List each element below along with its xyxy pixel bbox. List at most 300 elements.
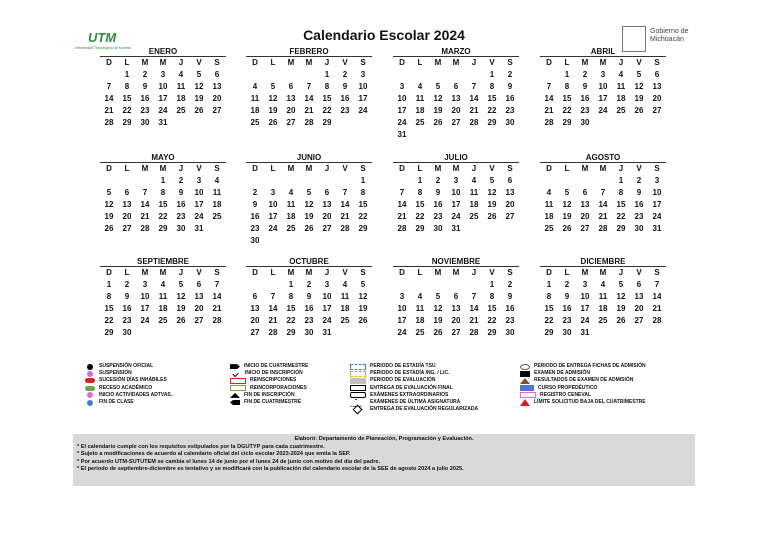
weekday-label: M bbox=[434, 58, 442, 67]
day-cell: 29 bbox=[415, 224, 425, 233]
weekday-label: S bbox=[507, 58, 513, 67]
day-cell: 28 bbox=[104, 118, 114, 127]
day-cell: 3 bbox=[453, 176, 459, 185]
day-cell: 20 bbox=[580, 212, 590, 221]
day-cell: 22 bbox=[358, 212, 368, 221]
day-cell: 22 bbox=[415, 212, 425, 221]
day-cell: 4 bbox=[214, 176, 220, 185]
day-cell: 24 bbox=[451, 212, 461, 221]
weekday-label: S bbox=[507, 164, 513, 173]
weekday-label: M bbox=[452, 164, 460, 173]
weekday-label: D bbox=[252, 58, 258, 67]
day-cell: 11 bbox=[469, 188, 479, 197]
weekday-label: S bbox=[360, 58, 366, 67]
day-cell: 1 bbox=[417, 176, 423, 185]
weekday-label: S bbox=[360, 268, 366, 277]
weekday-label: V bbox=[342, 164, 348, 173]
day-cell: 21 bbox=[544, 106, 554, 115]
day-cell: 9 bbox=[142, 82, 148, 91]
weekday-label: M bbox=[287, 268, 295, 277]
day-cell: 10 bbox=[598, 82, 608, 91]
weekday-label: J bbox=[178, 268, 184, 277]
weekday-label: M bbox=[599, 164, 607, 173]
weekday-label: L bbox=[124, 268, 130, 277]
day-cell: 25 bbox=[616, 106, 626, 115]
weekday-label: D bbox=[399, 268, 405, 277]
weekday-label: M bbox=[141, 268, 149, 277]
day-cell: 23 bbox=[634, 212, 644, 221]
day-cell: 30 bbox=[433, 224, 443, 233]
day-cell: 27 bbox=[286, 118, 296, 127]
day-cell: 14 bbox=[598, 200, 608, 209]
day-cell: 17 bbox=[598, 94, 608, 103]
empty-cell bbox=[264, 279, 282, 291]
empty-cell bbox=[246, 175, 264, 187]
day-cell: 2 bbox=[142, 70, 148, 79]
day-cell: 8 bbox=[489, 82, 495, 91]
weekday-label: M bbox=[434, 268, 442, 277]
note-line: * Por acuerdo UTM-SUTUTEM se cambia el lunes 14 de junio por el lunes 24 de junio con motivo del día del padre. bbox=[77, 458, 381, 465]
day-cell: 13 bbox=[212, 82, 222, 91]
legend-item: FIN DE CLASE bbox=[99, 398, 134, 405]
month-name: ENERO bbox=[148, 47, 178, 56]
day-cell: 5 bbox=[636, 70, 642, 79]
month-name: OCTUBRE bbox=[289, 257, 329, 266]
day-cell: 23 bbox=[580, 106, 590, 115]
day-cell: 24 bbox=[598, 106, 608, 115]
day-cell: 15 bbox=[358, 200, 368, 209]
day-cell: 21 bbox=[469, 106, 479, 115]
day-cell: 22 bbox=[487, 106, 497, 115]
day-cell: 6 bbox=[453, 292, 459, 301]
day-cell: 24 bbox=[358, 106, 368, 115]
month-name: NOVIEMBRE bbox=[431, 257, 481, 266]
empty-cell bbox=[282, 175, 300, 187]
day-cell: 20 bbox=[250, 316, 260, 325]
month-grid bbox=[246, 162, 372, 247]
day-cell: 9 bbox=[582, 82, 588, 91]
day-cell: 22 bbox=[562, 106, 572, 115]
weekday-label: D bbox=[252, 268, 258, 277]
day-cell: 17 bbox=[652, 200, 662, 209]
day-cell: 20 bbox=[322, 212, 332, 221]
weekday-label: D bbox=[399, 164, 405, 173]
weekday-label: M bbox=[581, 58, 589, 67]
day-cell: 4 bbox=[618, 70, 624, 79]
day-cell: 29 bbox=[322, 118, 332, 127]
day-cell: 11 bbox=[415, 94, 425, 103]
legend-item: INICIO ACTIVIDADES ADTVAS. bbox=[99, 391, 173, 398]
day-cell: 5 bbox=[196, 70, 202, 79]
day-cell: 14 bbox=[652, 292, 662, 301]
day-cell: 9 bbox=[178, 188, 184, 197]
day-cell: 28 bbox=[469, 118, 479, 127]
day-cell: 22 bbox=[487, 316, 497, 325]
day-cell: 12 bbox=[104, 200, 114, 209]
weekday-label: M bbox=[452, 268, 460, 277]
day-cell: 19 bbox=[176, 304, 186, 313]
legend-item: PERIODO DE ESTADÍA ING. / LIC. bbox=[370, 370, 450, 377]
weekday-label: V bbox=[636, 58, 642, 67]
day-cell: 4 bbox=[252, 82, 258, 91]
day-cell: 20 bbox=[122, 212, 132, 221]
day-cell: 22 bbox=[104, 316, 114, 325]
day-cell: 6 bbox=[507, 176, 513, 185]
day-cell: 2 bbox=[564, 280, 570, 289]
weekday-label: V bbox=[342, 58, 348, 67]
day-cell: 19 bbox=[634, 94, 644, 103]
day-cell: 27 bbox=[250, 328, 260, 337]
day-cell: 1 bbox=[360, 176, 366, 185]
weekday-label: L bbox=[270, 58, 276, 67]
day-cell: 2 bbox=[178, 176, 184, 185]
legend-item: EXÁMENES EXTRAORDINARIOS bbox=[370, 391, 449, 398]
day-cell: 6 bbox=[288, 82, 294, 91]
day-cell: 4 bbox=[600, 280, 606, 289]
day-cell: 10 bbox=[397, 94, 407, 103]
day-cell: 3 bbox=[142, 280, 148, 289]
day-cell: 14 bbox=[268, 304, 278, 313]
day-cell: 13 bbox=[652, 82, 662, 91]
notes-box bbox=[73, 434, 695, 486]
day-cell: 3 bbox=[399, 292, 405, 301]
day-cell: 11 bbox=[286, 200, 296, 209]
day-cell: 3 bbox=[582, 280, 588, 289]
day-cell: 3 bbox=[270, 188, 276, 197]
day-cell: 9 bbox=[252, 200, 258, 209]
day-cell: 24 bbox=[397, 118, 407, 127]
weekday-label: V bbox=[489, 268, 495, 277]
day-cell: 16 bbox=[122, 304, 132, 313]
day-cell: 4 bbox=[417, 292, 423, 301]
day-cell: 11 bbox=[598, 292, 608, 301]
day-cell: 25 bbox=[250, 118, 260, 127]
day-cell: 15 bbox=[415, 200, 425, 209]
day-cell: 17 bbox=[580, 304, 590, 313]
weekday-label: D bbox=[106, 58, 112, 67]
day-cell: 8 bbox=[564, 82, 570, 91]
empty-cell bbox=[336, 175, 354, 187]
weekday-label: D bbox=[546, 268, 552, 277]
empty-cell bbox=[118, 175, 136, 187]
weekday-label: V bbox=[196, 164, 202, 173]
month-grid bbox=[246, 56, 372, 129]
day-cell: 14 bbox=[340, 200, 350, 209]
empty-cell bbox=[540, 175, 558, 187]
day-cell: 6 bbox=[636, 280, 642, 289]
month-9 bbox=[246, 257, 372, 339]
day-cell: 27 bbox=[122, 224, 132, 233]
day-cell: 7 bbox=[471, 292, 477, 301]
day-cell: 15 bbox=[544, 304, 554, 313]
day-cell: 3 bbox=[196, 176, 202, 185]
day-cell: 20 bbox=[451, 316, 461, 325]
day-cell: 4 bbox=[178, 70, 184, 79]
day-cell: 30 bbox=[562, 328, 572, 337]
day-cell: 15 bbox=[562, 94, 572, 103]
day-cell: 11 bbox=[176, 82, 186, 91]
day-cell: 4 bbox=[471, 176, 477, 185]
day-cell: 18 bbox=[212, 200, 222, 209]
weekday-label: J bbox=[471, 58, 477, 67]
day-cell: 21 bbox=[212, 304, 222, 313]
day-cell: 10 bbox=[358, 82, 368, 91]
day-cell: 13 bbox=[505, 188, 515, 197]
day-cell: 19 bbox=[268, 106, 278, 115]
legend-item: RECESO ACADÉMICO bbox=[99, 384, 153, 391]
day-cell: 26 bbox=[433, 118, 443, 127]
weekday-label: D bbox=[106, 164, 112, 173]
day-cell: 9 bbox=[124, 292, 130, 301]
empty-cell bbox=[429, 279, 447, 291]
day-cell: 30 bbox=[176, 224, 186, 233]
weekday-label: J bbox=[324, 164, 330, 173]
empty-cell bbox=[411, 279, 429, 291]
day-cell: 30 bbox=[505, 328, 515, 337]
weekday-label: M bbox=[599, 58, 607, 67]
day-cell: 1 bbox=[324, 70, 330, 79]
day-cell: 19 bbox=[562, 212, 572, 221]
month-name: AGOSTO bbox=[585, 153, 621, 162]
day-cell: 23 bbox=[505, 106, 515, 115]
day-cell: 25 bbox=[286, 224, 296, 233]
legend-col4 bbox=[520, 363, 646, 406]
day-cell: 27 bbox=[634, 316, 644, 325]
day-cell: 27 bbox=[505, 212, 515, 221]
month-name: SEPTIEMBRE bbox=[136, 257, 189, 266]
day-cell: 26 bbox=[487, 212, 497, 221]
legend-item: REINCORPORACIONES bbox=[250, 384, 307, 391]
day-cell: 14 bbox=[469, 94, 479, 103]
weekday-label: L bbox=[124, 164, 130, 173]
note-line: * El periodo de septiembre-diciembre es tentativo y se modificará con la publicación del calendario escolar de la SEE de agosto 2024 a julio 2025. bbox=[77, 466, 464, 473]
day-cell: 30 bbox=[580, 118, 590, 127]
day-cell: 1 bbox=[160, 176, 166, 185]
day-cell: 9 bbox=[507, 292, 513, 301]
legend-item: EXÁMENES DE ÚLTIMA ASIGNATURA bbox=[370, 398, 461, 405]
weekday-label: D bbox=[399, 58, 405, 67]
day-cell: 5 bbox=[270, 82, 276, 91]
utm-logo-text: UTM bbox=[88, 30, 117, 45]
day-cell: 22 bbox=[122, 106, 132, 115]
legend-item: FIN DE INSCRIPCIÓN bbox=[244, 391, 295, 398]
day-cell: 13 bbox=[451, 304, 461, 313]
day-cell: 21 bbox=[598, 212, 608, 221]
day-cell: 2 bbox=[124, 280, 130, 289]
empty-cell bbox=[246, 69, 264, 81]
day-cell: 25 bbox=[544, 224, 554, 233]
weekday-label: L bbox=[564, 164, 570, 173]
day-cell: 19 bbox=[487, 200, 497, 209]
day-cell: 20 bbox=[194, 304, 204, 313]
day-cell: 8 bbox=[288, 292, 294, 301]
gobierno-line2: Michoacán bbox=[650, 36, 684, 43]
weekday-label: S bbox=[654, 268, 660, 277]
weekday-label: V bbox=[489, 58, 495, 67]
day-cell: 2 bbox=[435, 176, 441, 185]
day-cell: 28 bbox=[469, 328, 479, 337]
day-cell: 8 bbox=[618, 188, 624, 197]
day-cell: 12 bbox=[176, 292, 186, 301]
day-cell: 10 bbox=[652, 188, 662, 197]
legend-item: REGISTRO CENEVAL bbox=[540, 391, 592, 398]
weekday-label: V bbox=[196, 268, 202, 277]
legend-item: ENTREGA DE EVALUACIÓN FINAL bbox=[370, 384, 453, 391]
legend-item: SUSPENSIÓN bbox=[99, 370, 132, 377]
month-grid bbox=[246, 266, 372, 339]
day-cell: 17 bbox=[140, 304, 150, 313]
empty-cell bbox=[282, 69, 300, 81]
day-cell: 3 bbox=[654, 176, 660, 185]
weekday-label: J bbox=[618, 58, 624, 67]
weekday-label: M bbox=[599, 268, 607, 277]
day-cell: 23 bbox=[250, 224, 260, 233]
day-cell: 28 bbox=[598, 224, 608, 233]
month-0 bbox=[100, 47, 226, 129]
legend-item: PERIODO DE EVALUACIÓN bbox=[370, 377, 436, 384]
day-cell: 11 bbox=[158, 292, 168, 301]
day-cell: 28 bbox=[268, 328, 278, 337]
month-5 bbox=[246, 153, 372, 247]
month-8 bbox=[100, 257, 226, 339]
day-cell: 14 bbox=[544, 94, 554, 103]
empty-cell bbox=[264, 69, 282, 81]
month-grid bbox=[393, 56, 519, 141]
day-cell: 18 bbox=[158, 304, 168, 313]
day-cell: 7 bbox=[654, 280, 660, 289]
day-cell: 5 bbox=[106, 188, 112, 197]
day-cell: 9 bbox=[435, 188, 441, 197]
day-cell: 13 bbox=[322, 200, 332, 209]
day-cell: 7 bbox=[106, 82, 112, 91]
day-cell: 19 bbox=[358, 304, 368, 313]
day-cell: 24 bbox=[652, 212, 662, 221]
weekday-label: D bbox=[546, 58, 552, 67]
day-cell: 12 bbox=[433, 94, 443, 103]
day-cell: 25 bbox=[212, 212, 222, 221]
day-cell: 11 bbox=[616, 82, 626, 91]
day-cell: 10 bbox=[397, 304, 407, 313]
day-cell: 1 bbox=[124, 70, 130, 79]
legend-item: INICIO DE CUATRIMESTRE bbox=[244, 363, 309, 369]
day-cell: 7 bbox=[471, 82, 477, 91]
day-cell: 7 bbox=[342, 188, 348, 197]
weekday-label: J bbox=[618, 268, 624, 277]
month-4 bbox=[100, 153, 226, 235]
weekday-label: M bbox=[434, 164, 442, 173]
legend-item: INICIO DE INSCRIPCIÓN bbox=[245, 370, 303, 377]
day-cell: 5 bbox=[360, 280, 366, 289]
day-cell: 31 bbox=[397, 130, 407, 139]
day-cell: 2 bbox=[507, 70, 513, 79]
day-cell: 12 bbox=[268, 94, 278, 103]
legend-col2 bbox=[230, 363, 308, 406]
day-cell: 12 bbox=[634, 82, 644, 91]
day-cell: 29 bbox=[286, 328, 296, 337]
day-cell: 18 bbox=[415, 316, 425, 325]
day-cell: 3 bbox=[160, 70, 166, 79]
weekday-label: V bbox=[636, 164, 642, 173]
day-cell: 5 bbox=[489, 176, 495, 185]
month-2 bbox=[393, 47, 519, 141]
day-cell: 26 bbox=[104, 224, 114, 233]
day-cell: 8 bbox=[124, 82, 130, 91]
notes-heading: Elaboró: Departamento de Planeación, Programación y Evaluación. bbox=[294, 436, 474, 442]
weekday-label: V bbox=[196, 58, 202, 67]
empty-cell bbox=[447, 279, 465, 291]
weekday-label: L bbox=[564, 268, 570, 277]
day-cell: 9 bbox=[564, 292, 570, 301]
day-cell: 1 bbox=[546, 280, 552, 289]
day-cell: 23 bbox=[176, 212, 186, 221]
day-cell: 10 bbox=[268, 200, 278, 209]
day-cell: 6 bbox=[582, 188, 588, 197]
day-cell: 26 bbox=[433, 328, 443, 337]
day-cell: 19 bbox=[304, 212, 314, 221]
day-cell: 16 bbox=[634, 200, 644, 209]
day-cell: 14 bbox=[469, 304, 479, 313]
day-cell: 15 bbox=[322, 94, 332, 103]
day-cell: 19 bbox=[194, 94, 204, 103]
day-cell: 18 bbox=[340, 304, 350, 313]
weekday-label: L bbox=[270, 164, 276, 173]
day-cell: 24 bbox=[268, 224, 278, 233]
day-cell: 5 bbox=[618, 280, 624, 289]
day-cell: 3 bbox=[324, 280, 330, 289]
day-cell: 8 bbox=[160, 188, 166, 197]
note-line: * El calendario cumple con los requisitos estipulados por la DGUTYP para cada cuatrimestre. bbox=[77, 443, 325, 450]
day-cell: 23 bbox=[433, 212, 443, 221]
day-cell: 19 bbox=[433, 316, 443, 325]
day-cell: 2 bbox=[582, 70, 588, 79]
day-cell: 11 bbox=[415, 304, 425, 313]
weekday-label: M bbox=[305, 164, 313, 173]
empty-cell bbox=[100, 69, 118, 81]
legend-col1 bbox=[85, 363, 172, 406]
day-cell: 1 bbox=[489, 70, 495, 79]
day-cell: 31 bbox=[580, 328, 590, 337]
day-cell: 24 bbox=[140, 316, 150, 325]
empty-cell bbox=[576, 175, 594, 187]
day-cell: 13 bbox=[250, 304, 260, 313]
day-cell: 1 bbox=[564, 70, 570, 79]
legend-item: PERIODO DE ENTREGA FICHAS DE ADMISIÓN bbox=[534, 363, 646, 369]
day-cell: 27 bbox=[652, 106, 662, 115]
month-3 bbox=[540, 47, 666, 129]
month-name: ABRIL bbox=[590, 47, 616, 56]
weekday-label: J bbox=[178, 58, 184, 67]
weekday-label: D bbox=[106, 268, 112, 277]
day-cell: 4 bbox=[288, 188, 294, 197]
month-6 bbox=[393, 153, 519, 235]
day-cell: 31 bbox=[451, 224, 461, 233]
day-cell: 16 bbox=[505, 94, 515, 103]
day-cell: 17 bbox=[194, 200, 204, 209]
weekday-label: S bbox=[360, 164, 366, 173]
day-cell: 27 bbox=[451, 328, 461, 337]
day-cell: 11 bbox=[544, 200, 554, 209]
weekday-label: J bbox=[471, 268, 477, 277]
weekday-label: M bbox=[159, 268, 167, 277]
weekday-label: L bbox=[564, 58, 570, 67]
day-cell: 4 bbox=[417, 82, 423, 91]
day-cell: 31 bbox=[194, 224, 204, 233]
empty-cell bbox=[465, 69, 483, 81]
day-cell: 6 bbox=[324, 188, 330, 197]
day-cell: 29 bbox=[122, 118, 132, 127]
day-cell: 29 bbox=[487, 328, 497, 337]
day-cell: 5 bbox=[178, 280, 184, 289]
